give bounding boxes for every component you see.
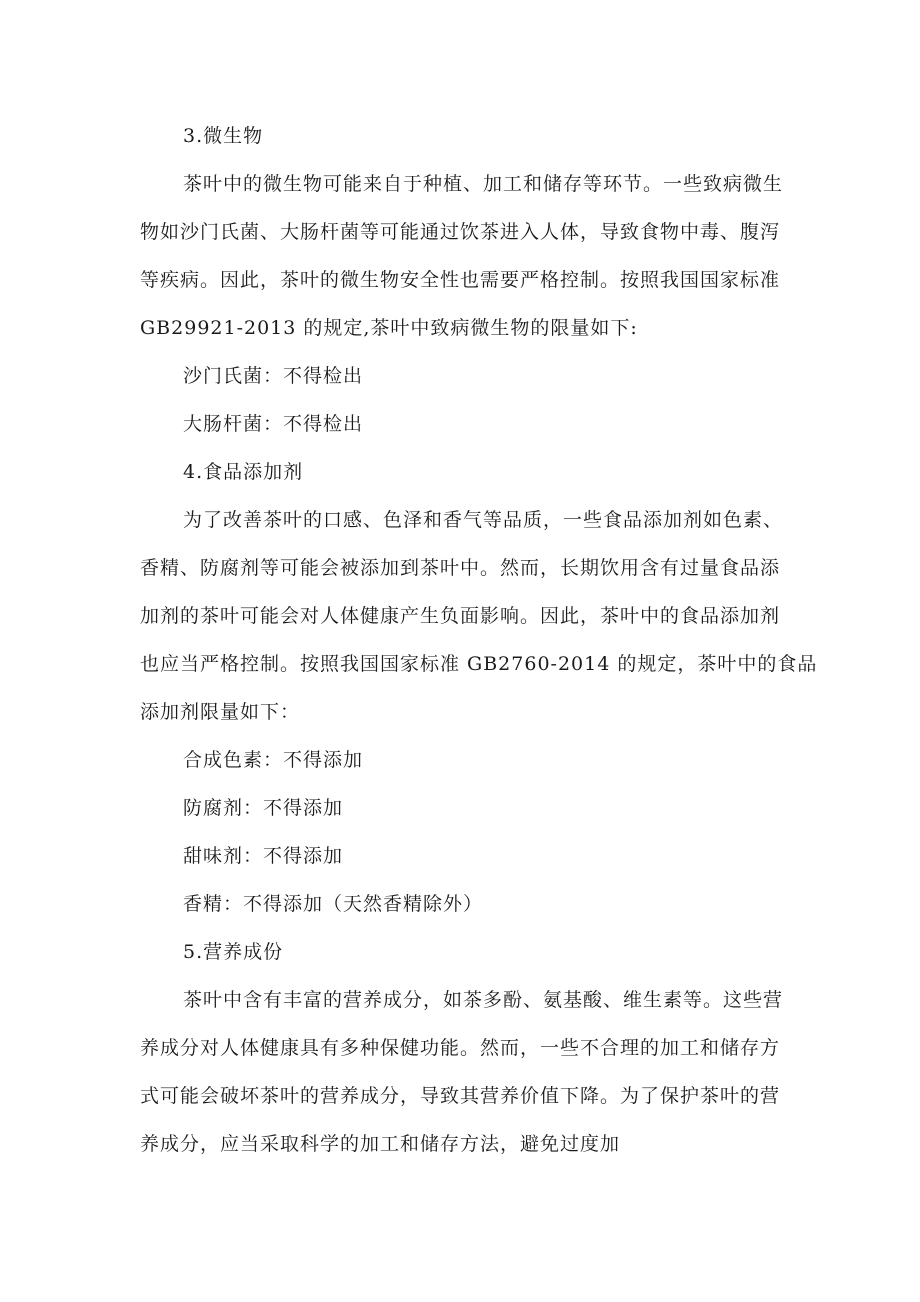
limit-item: 合成色素：不得添加 [183,749,364,771]
paragraph-line: 加剂的茶叶可能会对人体健康产生负面影响。因此，茶叶中的食品添加剂 [140,605,781,627]
paragraph-line: 为了改善茶叶的口感、色泽和香气等品质，一些食品添加剂如色素、 [183,509,784,531]
paragraph-line: 等疾病。因此，茶叶的微生物安全性也需要严格控制。按照我国国家标准 [140,269,781,291]
paragraph-line: 式可能会破坏茶叶的营养成分，导致其营养价值下降。为了保护茶叶的营 [140,1085,781,1107]
paragraph-line: 添加剂限量如下： [140,701,301,723]
limit-item: 防腐剂：不得添加 [183,797,344,819]
paragraph-line: 茶叶中含有丰富的营养成分，如茶多酚、氨基酸、维生素等。这些营 [183,989,784,1011]
document-body [140,112,818,1168]
paragraph-line: 茶叶中的微生物可能来自于种植、加工和储存等环节。一些致病微生 [183,173,784,195]
section-heading-nutrition: 5.营养成份 [183,941,284,963]
section-heading-additives: 4.食品添加剂 [183,461,304,483]
limit-item: 香精：不得添加（天然香精除外） [183,893,484,915]
paragraph-line: 物如沙门氏菌、大肠杆菌等可能通过饮茶进入人体，导致食物中毒、腹泻 [140,221,781,243]
paragraph-line: GB29921-2013 的规定,茶叶中致病微生物的限量如下: [140,317,638,339]
paragraph-line: 养成分，应当采取科学的加工和储存方法，避免过度加 [140,1133,621,1155]
paragraph-line: 香精、防腐剂等可能会被添加到茶叶中。然而，长期饮用含有过量食品添 [140,557,781,579]
limit-item: 大肠杆菌：不得检出 [183,413,364,435]
limit-item: 沙门氏菌：不得检出 [183,365,364,387]
paragraph-line: 养成分对人体健康具有多种保健功能。然而，一些不合理的加工和储存方 [140,1037,781,1059]
paragraph-line: 也应当严格控制。按照我国国家标准 GB2760-2014 的规定，茶叶中的食品 [140,653,818,675]
limit-item: 甜味剂：不得添加 [183,845,344,867]
section-heading-microbes: 3.微生物 [183,125,264,147]
